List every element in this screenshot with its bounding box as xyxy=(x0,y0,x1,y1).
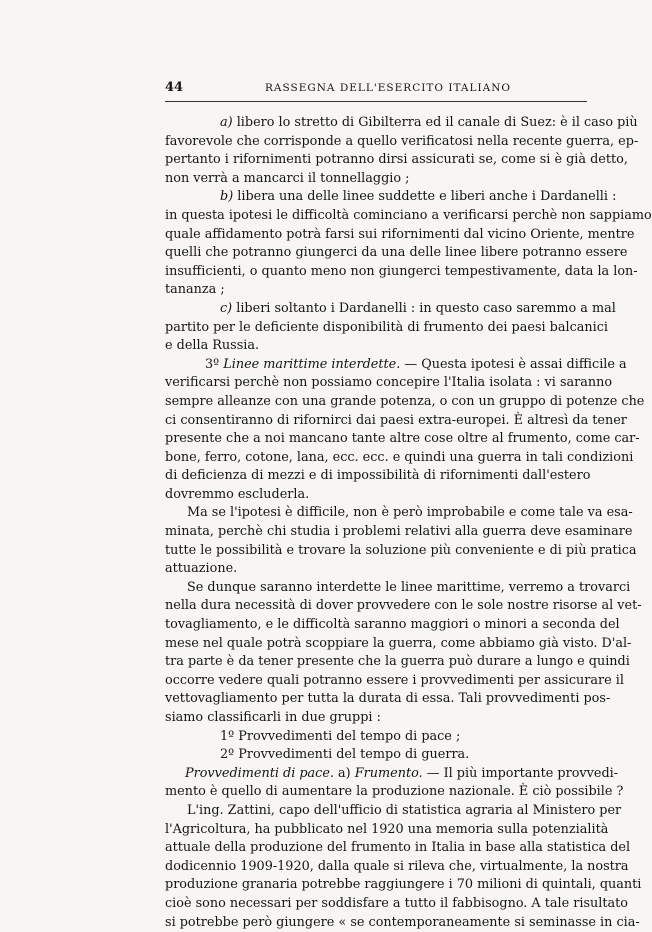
text-line xyxy=(165,188,617,207)
text-line xyxy=(165,709,587,728)
text-run: tovagliamento, e le difficoltà saranno maggiori o minori a seconda del xyxy=(165,617,620,633)
text-line xyxy=(165,319,608,338)
text-run: libera una delle linee suddette e liberi anche i Dardanelli : xyxy=(233,189,617,205)
text-run: di deficienza di mezzi e di impossibilità di rifornimenti dall'estero xyxy=(165,468,591,484)
italic-run: c) xyxy=(220,300,233,316)
text-line xyxy=(165,914,640,932)
text-line xyxy=(165,783,624,802)
text-run: mento è quello di aumentare la produzione nazionale. È ciò possibile ? xyxy=(165,784,624,800)
text-run: 2º Provvedimenti del tempo di guerra. xyxy=(220,747,470,763)
text-run: occorre vedere quali potranno essere i provvedimenti per assicurare il xyxy=(165,672,624,688)
text-run: nella dura necessità di dover provvedere con le sole nostre risorse al vet- xyxy=(165,598,642,614)
text-run: attuazione. xyxy=(165,561,238,577)
text-run: quelli che potranno giungerci da una delle linee libere potranno essere xyxy=(165,245,628,261)
italic-run: Linee marittime interdette. xyxy=(223,356,401,372)
text-run: ci consentiranno di rifornirci dai paesi extra-europei. È altresì da tener xyxy=(165,412,627,428)
text-run: liberi soltanto i Dardanelli : in questo caso saremmo a mal xyxy=(232,300,616,316)
text-run: dodicennio 1909-1920, dalla quale si rileva che, virtualmente, la nostra xyxy=(165,858,629,874)
text-line xyxy=(165,133,639,152)
text-line xyxy=(165,597,642,616)
running-title: RASSEGNA DELL'ESERCITO ITALIANO xyxy=(265,82,511,94)
text-run: partito per le deficiente disponibilità di frumento dei paesi balcanici xyxy=(165,319,608,335)
text-line xyxy=(165,728,587,747)
text-line xyxy=(165,821,609,840)
text-run: bone, ferro, cotone, lana, ecc. ecc. e quindi una guerra in tali condizioni xyxy=(165,449,634,465)
text-run: minata, perchè chi studia i problemi relativi alla guerra deve esaminare xyxy=(165,524,633,540)
text-run: presente che a noi mancano tante altre cose oltre al frumento, come car- xyxy=(165,431,640,447)
text-run: pertanto i rifornimenti potranno dirsi assicurati se, come si è già detto, xyxy=(165,152,628,168)
text-run: si potrebbe però giungere « se contemporaneamente si seminasse in cia- xyxy=(165,914,640,930)
italic-run: Provvedimenti di pace. xyxy=(185,765,334,781)
text-run: non verrà a mancarci il tonnellaggio ; xyxy=(165,170,410,186)
text-run: attuale della produzione del frumento in Italia in base alla statistica del xyxy=(165,840,631,856)
text-run: 3º xyxy=(205,356,224,372)
text-run: tananza ; xyxy=(165,282,225,298)
text-run: insufficienti, o quanto meno non giungerci tempestivamente, data la lon- xyxy=(165,263,638,279)
text-line xyxy=(165,616,620,635)
text-line xyxy=(165,374,613,393)
text-run: vettovagliamento per tutta la durata di essa. Tali provvedimenti pos- xyxy=(165,691,611,707)
text-run: tutte le possibilità e trovare la soluzione più conveniente e di più pratica xyxy=(165,542,637,558)
text-line xyxy=(165,839,631,858)
italic-run: b) xyxy=(220,189,234,205)
text-line xyxy=(165,430,640,449)
text-run: libero lo stretto di Gibilterra ed il canale di Suez: è il caso più xyxy=(232,115,638,130)
text-run: — Questa ipotesi è assai difficile a xyxy=(400,356,627,372)
page-number: 44 xyxy=(165,80,184,95)
text-run: 1º Provvedimenti del tempo di pace ; xyxy=(220,728,461,744)
text-line xyxy=(165,690,611,709)
body-text xyxy=(165,114,652,932)
text-line xyxy=(165,876,642,895)
text-line xyxy=(165,300,616,319)
italic-run: Frumento. xyxy=(354,765,423,781)
text-line xyxy=(165,504,633,523)
text-line xyxy=(165,356,627,375)
text-line xyxy=(165,114,638,133)
text-run: L'ing. Zattini, capo dell'ufficio di statistica agraria al Ministero per xyxy=(187,802,622,818)
text-run: a) xyxy=(333,765,355,781)
italic-run: a) xyxy=(220,115,233,130)
text-run: dovremmo escluderla. xyxy=(165,486,310,502)
text-run: l'Agricoltura, ha pubblicato nel 1920 una memoria sulla potenzialità xyxy=(165,821,609,837)
header-divider xyxy=(165,101,587,102)
text-run: produzione granaria potrebbe raggiungere i 70 milioni di quintali, quanti xyxy=(165,877,642,893)
text-line xyxy=(165,467,591,486)
text-run: sempre alleanze con una grande potenza, o con un gruppo di potenze che xyxy=(165,393,645,409)
text-line xyxy=(165,746,587,765)
text-run: in questa ipotesi le difficoltà cominciano a verificarsi perchè non sappiamo xyxy=(165,207,652,223)
text-line xyxy=(165,393,645,412)
text-line xyxy=(165,151,628,170)
text-line xyxy=(165,244,628,263)
text-line xyxy=(165,560,587,579)
text-run: e della Russia. xyxy=(165,338,260,354)
text-run: favorevole che corrisponde a quello verificatosi nella recente guerra, ep- xyxy=(165,133,639,149)
text-line xyxy=(165,579,631,598)
text-line xyxy=(165,523,633,542)
text-line xyxy=(165,858,629,877)
text-line xyxy=(165,263,638,282)
text-run: quale affidamento potrà farsi sui rifornimenti dal vicino Oriente, mentre xyxy=(165,226,635,242)
text-run: verificarsi perchè non possiamo concepire l'Italia isolata : vi saranno xyxy=(165,375,613,391)
text-line xyxy=(165,895,628,914)
text-line xyxy=(165,765,619,784)
text-run: — Il più importante provvedi- xyxy=(422,765,619,781)
text-run: tra parte è da tener presente che la guerra può durare a lungo e quindi xyxy=(165,654,630,670)
text-line xyxy=(165,635,632,654)
text-line xyxy=(165,207,652,226)
text-line xyxy=(165,449,634,468)
text-run: siamo classificarli in due gruppi : xyxy=(165,710,381,725)
text-run: cioè sono necessari per soddisfare a tutto il fabbisogno. A tale risultato xyxy=(165,895,628,911)
page-header xyxy=(165,80,587,100)
text-line xyxy=(165,170,587,189)
text-line xyxy=(165,542,637,561)
text-line xyxy=(165,226,635,245)
text-line xyxy=(165,672,624,691)
text-run: Ma se l'ipotesi è difficile, non è però improbabile e come tale va esa- xyxy=(187,505,633,521)
text-line xyxy=(165,412,627,431)
text-line xyxy=(165,653,630,672)
text-line xyxy=(165,281,587,300)
text-run: mese nel quale potrà scoppiare la guerra, come abbiamo già visto. D'al- xyxy=(165,635,632,651)
text-line xyxy=(165,337,587,356)
text-line xyxy=(165,486,587,505)
text-line xyxy=(165,802,622,821)
text-run: Se dunque saranno interdette le linee marittime, verremo a trovarci xyxy=(187,579,631,595)
